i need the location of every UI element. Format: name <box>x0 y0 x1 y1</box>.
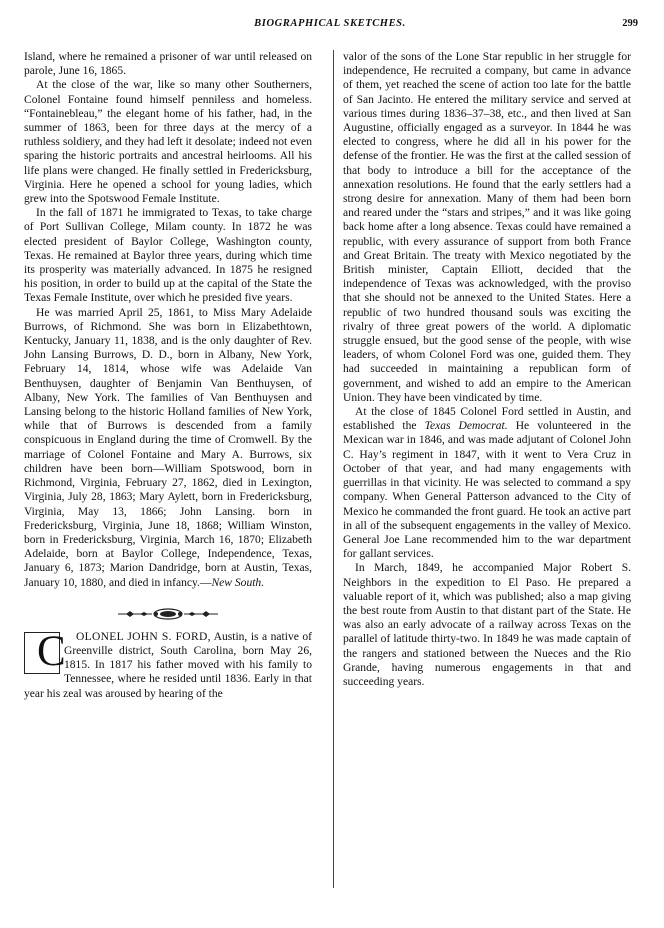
page-number: 299 <box>622 18 638 29</box>
running-title: BIOGRAPHICAL SKETCHES. <box>254 18 406 29</box>
ornamental-divider <box>24 608 312 620</box>
paragraph-text: He volunteered in the Mexican war in 1846, and was made adjutant of Colonel John C. Hay’s regiment in 1847, with it went to Vera Cruz in October of that year, and had many engagements with guerrillas in that vicinity. He was selected to command a spy company. When General Patterson advanced to the City of Mexico he commanded the front guard. He took an active part in all of the subsequent engagements in the valley of Mexico. General Joe Lane recommended him to the war department for gallant services. <box>343 420 631 561</box>
paragraph <box>24 306 312 590</box>
paragraph: In March, 1849, he accompanied Major Robert S. Neighbors in the expedition to El Paso. He prepared a valuable report of it, which was published; also a map giving the best route from Austin to that distant part of the State. He was also an early advocate of a railway across Texas on the parallel of latitude thirty-two. In 1849 he was made captain of the rangers and stationed between the Nueces and the Rio Grande, having numerous engagements in that and succeeding years. <box>343 562 631 688</box>
paragraph <box>343 405 631 561</box>
paragraph: At the close of the war, like so many other Southerners, Colonel Fontaine found himself penniless and homeless. “Fontainebleau,” the elegant home of his father, had, in the summer of 1863, been for three days at the mercy of a ruthless soldiery, and they had left it desolate; indeed not even sparing the historic portraits and ancestral heirlooms. All his life plans were changed. He finally settled in Fredericksburg, Virginia. Here he opened a school for young ladies, which grew into the Spotswood Female Institute. <box>24 79 312 206</box>
column-divider <box>333 50 334 888</box>
ornament-icon <box>116 608 220 620</box>
page-header <box>22 16 638 34</box>
paragraph: valor of the sons of the Lone Star republic in her struggle for independence, He recruited a company, but came in advance of them, yet reached the scene of action too late for the battle of San Jacinto. He entered the military service and served at various times during 1836–37–38, etc., and then lived at San Augustine, officially engaged as a surveyor. In 1844 he was elected to congress, where he did all in his power for the defense of the frontier. He was the first at the called session of that body to introduce a bill for the acceptance of the annexation resolutions. He found that the early settlers had a strong desire for annexation. Many of them had been born and reared under the “stars and stripes,” and it was like going back home after a long absence. Texas could have remained a republic, with every assurance of support from both France and Great Britain. The treaty with Mexico negotiated by the British minister, Captain Elliott, decided that the independence of Texas was acknowledged, with the proviso that she should not be annexed to the United States. Here a republic of two hundred thousand souls was exciting the rivalry of three great powers of the world. A diplomatic struggle ensued, but the good sense of the people, with wise leaders, of whom Colonel Ford was one, guided them. They had succeeded in maintaining a republican form of government, and wished to add an empire to the American Union. They have been vindicated by time. <box>343 51 631 404</box>
left-column <box>24 50 312 701</box>
biography-name: OLONEL JOHN S. FORD, <box>76 630 211 643</box>
drop-cap: C <box>24 632 60 674</box>
paragraph-text: He was married April 25, 1861, to Miss Mary Adelaide Burrows, of Richmond. She was born in Elizabethtown, Kentucky, January 11, 1838, and is the only daughter of Rev. John Lansing Burrows, D. D., born in Albany, New York, February 14, 1814, whose wife was Adelaide Van Benthuysen, daughter of Benjamin Van Benthuysen, of Albany, New York. The families of Van Benthuysen and Lansing belong to the historic Holland families of New York, while that of Burrows is descended from a family conspicuous in England during the time of Cromwell. By the marriage of Colonel Fontaine and Mary A. Burrows, six children have been born—William Spotswood, born in Richmond, Virginia, February 27, 1862, died in Lexington, Virginia, July 28, 1863; Mary Aylett, born in Fredericksburg, Virginia, May 13, 1866; John Lansing. born in Fredericksburg, Virginia, June 18, 1868; William Winston, born in Fredericksburg, Virginia, March 16, 1870; Elizabeth Adelaide, born at Baylor College, Independence, Texas, January 6, 1873; Marion Dandridge, born at Austin, Texas, January 10, 1880, and died in infancy.— <box>24 306 312 589</box>
biography-intro <box>24 627 312 701</box>
source-citation: New South. <box>211 576 265 589</box>
paragraph: In the fall of 1871 he immigrated to Texas, to take charge of Port Sullivan College, Milam county. In 1872 he was elected president of Baylor College, Washington county, Texas. He remained at Baylor three years, during which time its prosperity was materially advanced. In 1875 he resigned his position, in order to build up at the capital of the State the Texas Female Institute, over which he presided five years. <box>24 207 312 305</box>
newspaper-title: Texas Democrat. <box>424 420 508 433</box>
biography-text: Austin, is a native of Greenville district, South Carolina, born May 26, 1815. In 1817 his father moved with his family to Tennessee, where he resided until 1836. Early in that year his zeal was aroused by hearing of the <box>24 630 312 700</box>
paragraph-text: At the close of 1845 Colonel Ford settled in Austin, and established the <box>343 406 631 433</box>
right-column <box>343 50 631 689</box>
paragraph: Island, where he remained a prisoner of war until released on parole, June 16, 1865. <box>24 51 312 78</box>
